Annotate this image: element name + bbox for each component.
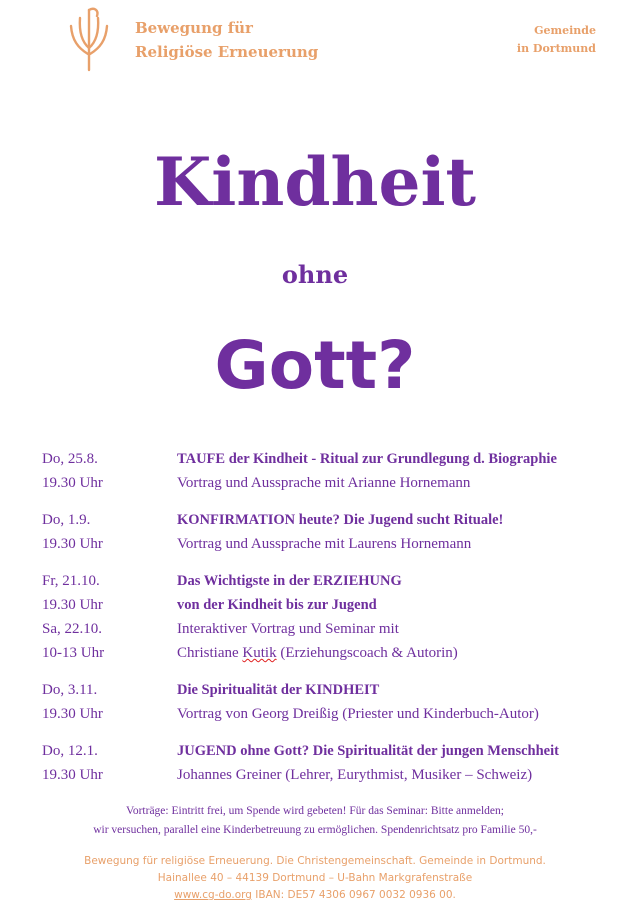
event-row (42, 447, 612, 471)
event-time: 19.30 Uhr (42, 536, 103, 552)
spellcheck-marked-word: Kutik (242, 645, 277, 661)
event-row (42, 641, 612, 665)
event-row (42, 508, 612, 532)
event-speaker: Vortrag und Aussprache mit Arianne Hornemann (177, 475, 471, 491)
notes-line2: wir versuchen, parallel eine Kinderbetreuung zu ermöglichen. Spendenrichtsatz pro Familie 50,- (93, 824, 537, 836)
title-kindheit: Kindheit (153, 143, 477, 221)
event-date: Sa, 22.10. (42, 621, 102, 637)
event-time: 19.30 Uhr (42, 706, 103, 722)
event-topic-subtitle: von der Kindheit bis zur Jugend (177, 597, 377, 613)
event-time: 10-13 Uhr (42, 645, 105, 661)
admission-notes (0, 802, 630, 840)
event-date: Do, 25.8. (42, 451, 98, 467)
organization-name (135, 16, 318, 64)
event-taufe (42, 447, 612, 495)
event-speaker (177, 641, 612, 665)
speaker-prefix: Christiane (177, 645, 243, 661)
event-date: Do, 1.9. (42, 512, 91, 528)
event-row (42, 471, 612, 495)
event-topic: KONFIRMATION heute? Die Jugend sucht Rituale! (177, 512, 504, 528)
website-link[interactable]: www.cg-do.org (174, 889, 252, 901)
event-schedule (42, 447, 612, 800)
event-date: Do, 3.11. (42, 682, 98, 698)
event-row (42, 617, 612, 641)
event-topic: JUGEND ohne Gott? Die Spiritualität der jungen Menschheit (177, 743, 559, 759)
event-time: 19.30 Uhr (42, 475, 103, 491)
speaker-suffix: (Erziehungscoach & Autorin) (276, 645, 458, 661)
event-row (42, 763, 612, 787)
iban-text: IBAN: DE57 4306 0967 0032 0936 00. (251, 889, 456, 901)
event-topic: Das Wichtigste in der ERZIEHUNG (177, 573, 402, 589)
event-row (42, 702, 612, 726)
event-jugend (42, 739, 612, 787)
event-kindheit (42, 678, 612, 726)
org-name-line2: Religiöse Erneuerung (135, 43, 319, 61)
congregation-line2: in Dortmund (516, 42, 596, 55)
event-time: 19.30 Uhr (42, 597, 103, 613)
org-name-line1: Bewegung für (135, 19, 253, 37)
title-ohne: ohne (281, 260, 349, 289)
footer-address-line: Hainallee 40 – 44139 Dortmund – U-Bahn Markgrafenstraße (157, 872, 473, 884)
congregation-line1: Gemeinde (534, 24, 596, 37)
event-konfirmation (42, 508, 612, 556)
event-topic: TAUFE der Kindheit - Ritual zur Grundlegung d. Biographie (177, 451, 557, 467)
footer-contact-line (0, 887, 630, 904)
cross-plant-logo-icon (66, 4, 112, 74)
event-speaker: Vortrag und Aussprache mit Laurens Hornemann (177, 536, 472, 552)
event-row (42, 739, 612, 763)
event-speaker: Johannes Greiner (Lehrer, Eurythmist, Musiker – Schweiz) (177, 767, 533, 783)
event-row (42, 532, 612, 556)
event-format: Interaktiver Vortrag und Seminar mit (177, 621, 399, 637)
title-gott: Gott? (214, 327, 416, 404)
event-row (42, 593, 612, 617)
event-row (42, 678, 612, 702)
footer-org-line: Bewegung für religiöse Erneuerung. Die Christengemeinschaft. Gemeinde in Dortmund. (84, 855, 546, 867)
event-date: Fr, 21.10. (42, 573, 100, 589)
congregation-name (517, 22, 596, 58)
event-erziehung (42, 569, 612, 665)
notes-line1: Vorträge: Eintritt frei, um Spende wird gebeten! Für das Seminar: Bitte anmelden; (126, 805, 504, 817)
event-time: 19.30 Uhr (42, 767, 103, 783)
event-date: Do, 12.1. (42, 743, 98, 759)
event-row (42, 569, 612, 593)
event-speaker: Vortrag von Georg Dreißig (Priester und Kinderbuch-Autor) (177, 706, 539, 722)
event-topic: Die Spiritualität der KINDHEIT (177, 682, 380, 698)
footer (0, 853, 630, 904)
